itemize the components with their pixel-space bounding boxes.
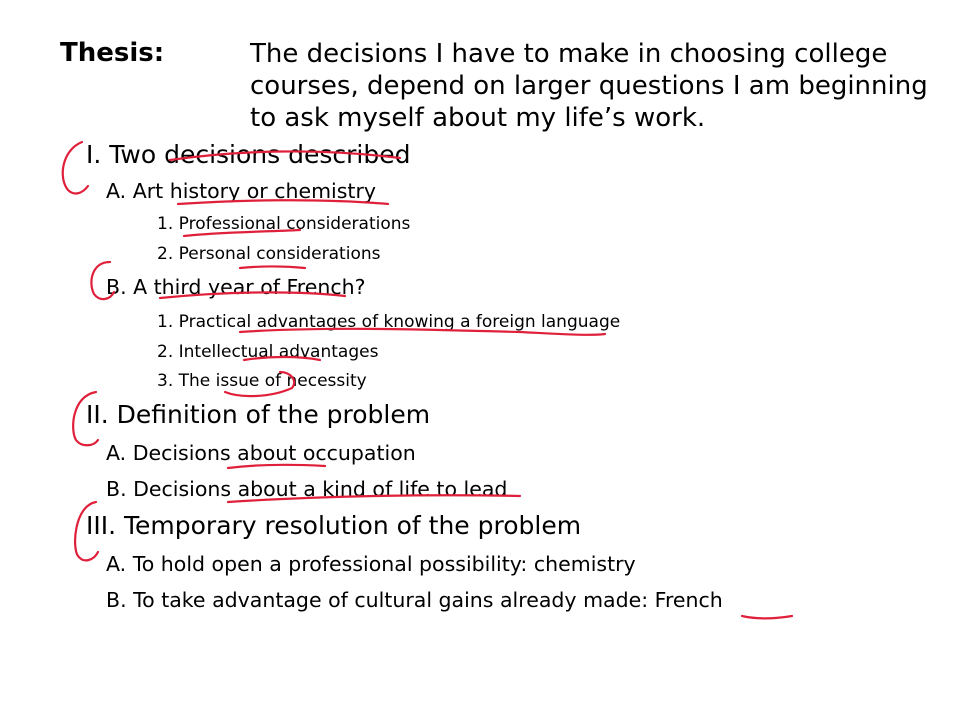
thesis-label: Thesis:: [60, 38, 165, 68]
outline-item-2b: B. Decisions about a kind of life to lead: [106, 477, 508, 501]
outline-item-1b: B. A third year of French?: [106, 275, 366, 299]
underline-personal-considerations: [240, 267, 305, 269]
outline-item-2: II. Definition of the problem: [86, 400, 431, 429]
outline-item-1b2: 2. Intellectual advantages: [157, 342, 379, 362]
outline-item-2a: A. Decisions about occupation: [106, 441, 416, 465]
underline-decisions-about: [228, 465, 325, 468]
outline-item-3b: B. To take advantage of cultural gains already made: French: [106, 588, 723, 612]
outline-item-1a: A. Art history or chemistry: [106, 179, 377, 203]
outline-item-1b3: 3. The issue of necessity: [157, 371, 367, 391]
circle-mark-section-1: [63, 142, 88, 193]
outline-item-3: III. Temporary resolution of the problem: [86, 511, 582, 540]
outline-item-1: I. Two decisions described: [86, 140, 411, 169]
outline-item-3a: A. To hold open a professional possibility: chemistry: [106, 552, 636, 576]
outline-item-1a2: 2. Personal considerations: [157, 244, 381, 264]
outline-item-1b1: 1. Practical advantages of knowing a foreign language: [157, 312, 621, 332]
underline-french: [742, 616, 792, 618]
thesis-text: The decisions I have to make in choosing college courses, depend on larger questions I am beginning to ask myself about my life’s work.: [250, 39, 928, 133]
outline-item-1a1: 1. Professional considerations: [157, 214, 411, 234]
